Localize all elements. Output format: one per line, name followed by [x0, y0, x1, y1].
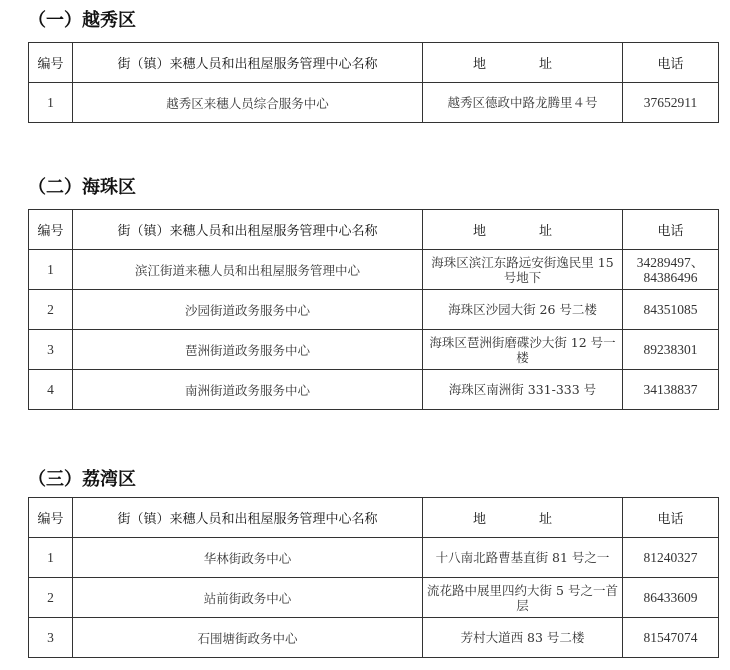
row-name: 沙园街道政务服务中心 — [73, 290, 423, 330]
row-address: 海珠区琶洲街磨碟沙大街 12 号一楼 — [423, 330, 623, 370]
table-row — [29, 538, 719, 578]
header-name: 街（镇）来穗人员和出租屋服务管理中心名称 — [73, 43, 423, 83]
row-phone: 86433609 — [623, 578, 719, 618]
header-address — [423, 498, 623, 538]
district-table — [28, 42, 719, 123]
header-name: 街（镇）来穗人员和出租屋服务管理中心名称 — [73, 498, 423, 538]
row-no: 1 — [29, 83, 73, 123]
header-phone: 电话 — [623, 498, 719, 538]
table-header-row — [29, 43, 719, 83]
header-no: 编号 — [29, 498, 73, 538]
row-address: 海珠区南洲街 331-333 号 — [423, 370, 623, 410]
table-row — [29, 250, 719, 290]
row-address: 十八南北路曹基直街 81 号之一 — [423, 538, 623, 578]
row-address: 海珠区滨江东路远安街逸民里 15 号地下 — [423, 250, 623, 290]
row-no: 1 — [29, 250, 73, 290]
section-title: （三）荔湾区 — [28, 469, 136, 490]
header-phone: 电话 — [623, 43, 719, 83]
row-no: 1 — [29, 538, 73, 578]
row-no: 4 — [29, 370, 73, 410]
section-title: （二）海珠区 — [28, 177, 136, 198]
row-phone: 84351085 — [623, 290, 719, 330]
header-address — [423, 210, 623, 250]
row-name: 滨江街道来穗人员和出租屋服务管理中心 — [73, 250, 423, 290]
table-row — [29, 83, 719, 123]
row-no: 2 — [29, 290, 73, 330]
table-header-row — [29, 210, 719, 250]
row-name: 南洲街道政务服务中心 — [73, 370, 423, 410]
header-no: 编号 — [29, 43, 73, 83]
header-address-text: 地 址 — [472, 512, 572, 527]
table-row — [29, 330, 719, 370]
row-no: 3 — [29, 330, 73, 370]
row-name: 石围塘街政务中心 — [73, 618, 423, 658]
row-phone: 34138837 — [623, 370, 719, 410]
row-address: 海珠区沙园大街 26 号二楼 — [423, 290, 623, 330]
row-phone: 34289497、84386496 — [623, 250, 719, 290]
header-address-text: 地 址 — [472, 224, 572, 239]
row-phone: 81547074 — [623, 618, 719, 658]
table-row — [29, 578, 719, 618]
table-header-row — [29, 498, 719, 538]
row-name: 越秀区来穗人员综合服务中心 — [73, 83, 423, 123]
row-address: 芳村大道西 83 号二楼 — [423, 618, 623, 658]
row-address: 流花路中展里四约大街 5 号之一首层 — [423, 578, 623, 618]
row-no: 2 — [29, 578, 73, 618]
header-no: 编号 — [29, 210, 73, 250]
header-phone: 电话 — [623, 210, 719, 250]
table-row — [29, 290, 719, 330]
row-phone: 89238301 — [623, 330, 719, 370]
row-address: 越秀区德政中路龙腾里４号 — [423, 83, 623, 123]
header-address — [423, 43, 623, 83]
table-row — [29, 370, 719, 410]
row-name: 华林街政务中心 — [73, 538, 423, 578]
row-name: 琶洲街道政务服务中心 — [73, 330, 423, 370]
district-table — [28, 497, 719, 658]
section-title: （一）越秀区 — [28, 10, 136, 31]
row-no: 3 — [29, 618, 73, 658]
row-phone: 81240327 — [623, 538, 719, 578]
district-table — [28, 209, 719, 410]
header-address-text: 地 址 — [472, 57, 572, 72]
table-row — [29, 618, 719, 658]
row-name: 站前街政务中心 — [73, 578, 423, 618]
header-name: 街（镇）来穗人员和出租屋服务管理中心名称 — [73, 210, 423, 250]
row-phone: 37652911 — [623, 83, 719, 123]
